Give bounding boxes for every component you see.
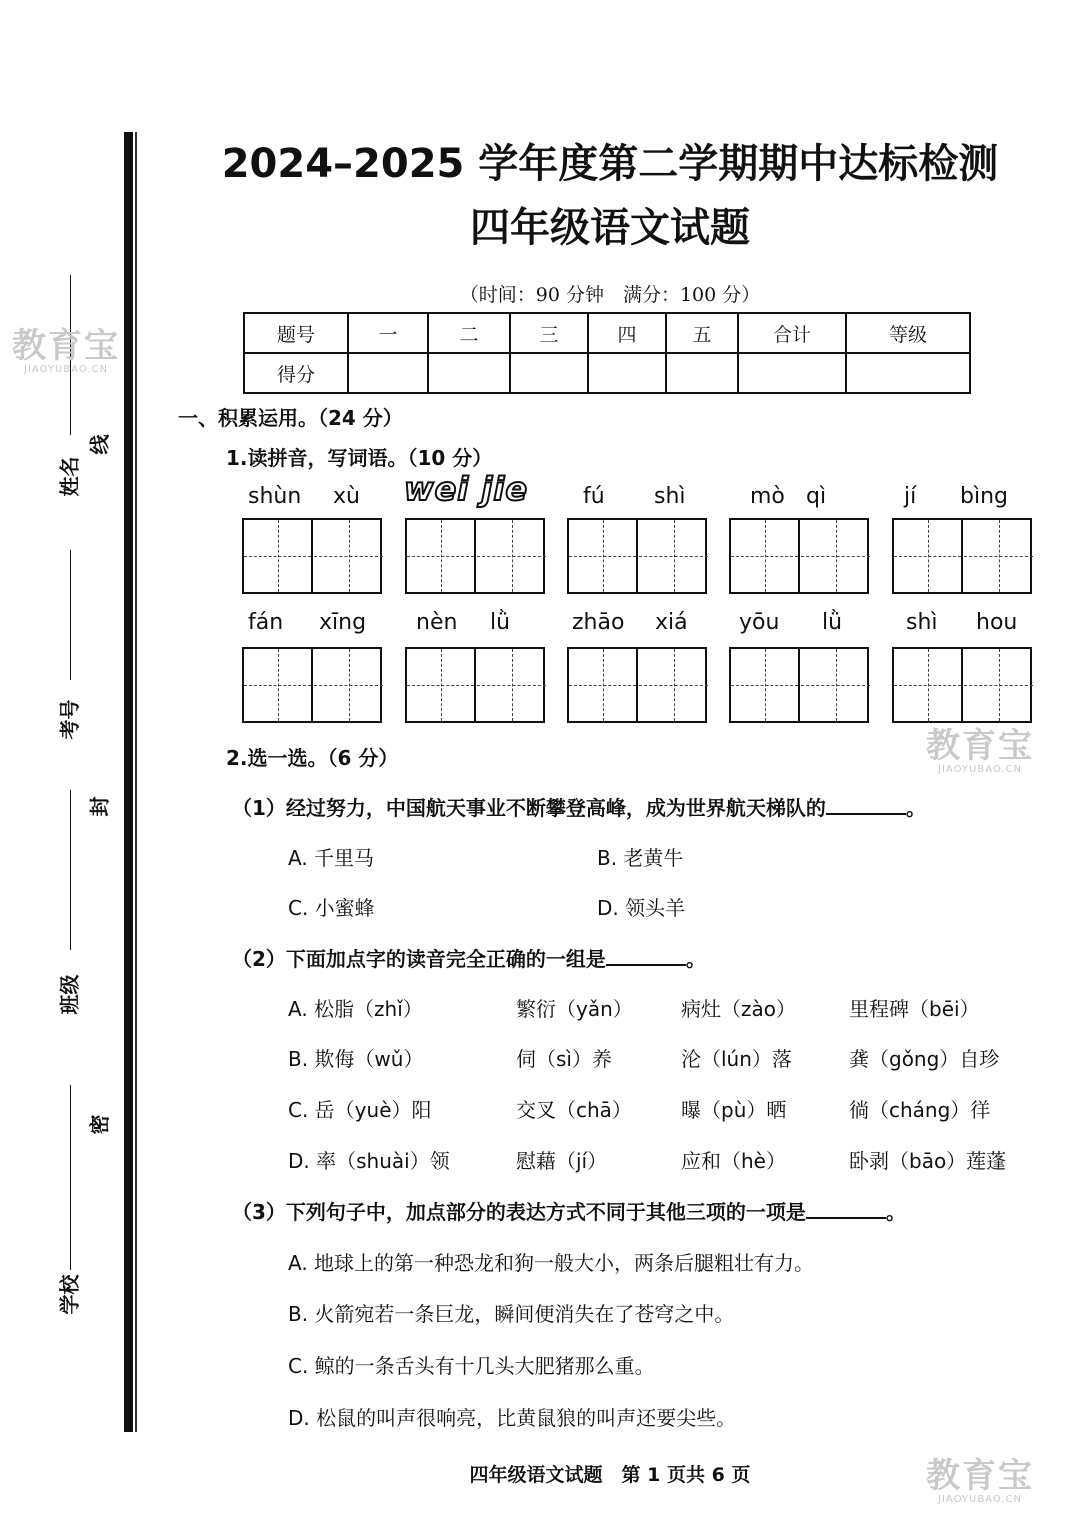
answer-blank[interactable] (806, 1201, 886, 1219)
score-cell[interactable] (666, 353, 738, 393)
school-label: 学校 (57, 1274, 82, 1315)
table-cell: 等级 (846, 313, 970, 353)
option: 应和（hè） (681, 1149, 786, 1173)
option: C. 岳（yuè）阳 (288, 1098, 432, 1122)
option: D. 松鼠的叫声很响亮，比黄鼠狼的叫声还要尖些。 (288, 1406, 737, 1430)
exam-title: 2024–2025 学年度第二学期期中达标检测 (221, 141, 999, 187)
option: 龚（gǒng）自珍 (849, 1047, 1000, 1071)
section-heading: 一、积累运用。（24 分） (178, 406, 403, 430)
question-heading: 1.读拼音，写词语。（10 分） (226, 446, 493, 470)
option: C. 鲸的一条舌头有十几头大肥猪那么重。 (288, 1354, 655, 1378)
tianzige-box[interactable] (242, 518, 382, 594)
score-table (243, 312, 971, 394)
tianzige-box[interactable] (405, 647, 545, 723)
score-table-header-row (244, 313, 970, 353)
pinyin: xīng (319, 610, 367, 635)
pinyin: mò (750, 484, 785, 509)
table-cell: 得分 (244, 353, 348, 393)
answer-blank[interactable] (606, 948, 686, 966)
tianzige-box[interactable] (729, 518, 869, 594)
pinyin: yōu (739, 610, 780, 635)
name-label: 姓名 (57, 456, 82, 497)
question-heading: 2.选一选。（6 分） (226, 746, 399, 770)
tianzige-box[interactable] (892, 647, 1032, 723)
option: 繁衍（yǎn） (516, 997, 633, 1021)
table-cell: 三 (510, 313, 588, 353)
school-line (70, 1085, 71, 1270)
score-cell[interactable] (738, 353, 846, 393)
pinyin: shì (654, 484, 686, 509)
pinyin: bìng (960, 484, 1008, 509)
watermark: 教育宝 JIAOYUBAO.CN (12, 326, 120, 375)
question-stem: （1）经过努力，中国航天事业不断攀登高峰，成为世界航天梯队的 。 (232, 796, 926, 820)
option: 慰藉（jí） (516, 1149, 608, 1173)
page-footer: 四年级语文试题 第 1 页共 6 页 (469, 1464, 751, 1486)
pinyin: shùn (248, 484, 302, 509)
option: 徜（cháng）徉 (849, 1098, 991, 1122)
tianzige-box[interactable] (567, 518, 707, 594)
option: A. 地球上的第一种恐龙和狗一般大小，两条后腿粗壮有力。 (288, 1251, 815, 1275)
option: C. 小蜜蜂 (288, 896, 375, 920)
score-cell[interactable] (510, 353, 588, 393)
binding-rule (124, 132, 133, 1432)
score-table-score-row (244, 353, 970, 393)
option: B. 火箭宛若一条巨龙，瞬间便消失在了苍穹之中。 (288, 1302, 735, 1326)
option: D. 领头羊 (597, 896, 686, 920)
option: A. 松脂（zhǐ） (288, 997, 423, 1021)
option: 曝（pù）晒 (681, 1098, 787, 1122)
watermark: 教育宝 JIAOYUBAO.CN (926, 726, 1034, 775)
class-line (70, 790, 71, 950)
table-cell: 题号 (244, 313, 348, 353)
option: 沦（lún）落 (681, 1047, 792, 1071)
option: B. 老黄牛 (597, 846, 684, 870)
option: 卧剥（bāo）莲蓬 (849, 1149, 1007, 1173)
tianzige-box[interactable] (729, 647, 869, 723)
table-cell: 合计 (738, 313, 846, 353)
tianzige-box[interactable] (567, 647, 707, 723)
option: 里程碑（bēi） (849, 997, 980, 1021)
pinyin: hou (976, 610, 1018, 635)
tianzige-box[interactable] (405, 518, 545, 594)
binding-rule-inner (135, 132, 137, 1432)
id-label: 考号 (57, 699, 82, 740)
question-stem: （3）下列句子中，加点部分的表达方式不同于其他三项的一项是 。 (232, 1200, 906, 1224)
pinyin: xù (333, 484, 360, 509)
table-cell: 二 (428, 313, 510, 353)
answer-blank[interactable] (826, 797, 906, 815)
pinyin: fú (583, 484, 605, 509)
id-line (70, 550, 71, 680)
pinyin: qì (806, 484, 827, 509)
option: B. 欺侮（wǔ） (288, 1047, 424, 1071)
seal-mi: 密 (87, 1114, 112, 1135)
question-stem: （2）下面加点字的读音完全正确的一组是 。 (232, 947, 706, 971)
pinyin: xiá (655, 610, 688, 635)
exam-subject-title: 四年级语文试题 (470, 205, 750, 251)
exam-info: （时间：90 分钟 满分：100 分） (459, 284, 761, 306)
watermark: 教育宝 JIAOYUBAO.CN (926, 1456, 1034, 1505)
score-cell[interactable] (588, 353, 666, 393)
class-label: 班级 (57, 974, 82, 1015)
seal-feng: 封 (87, 796, 112, 817)
pinyin: zhāo (572, 610, 625, 635)
score-cell[interactable] (428, 353, 510, 393)
table-cell: 一 (348, 313, 428, 353)
pinyin: shì (906, 610, 938, 635)
score-cell[interactable] (846, 353, 970, 393)
option: 病灶（zào） (681, 997, 796, 1021)
option: A. 千里马 (288, 846, 375, 870)
tianzige-box[interactable] (892, 518, 1032, 594)
option: 交叉（chā） (516, 1098, 632, 1122)
tianzige-box[interactable] (242, 647, 382, 723)
pinyin: fán (248, 610, 284, 635)
pinyin: jí (904, 484, 917, 509)
stamp-wei-jie: wei jie (404, 470, 529, 508)
seal-xian: 线 (87, 434, 112, 455)
pinyin: lǜ (490, 610, 511, 635)
table-cell: 五 (666, 313, 738, 353)
pinyin: lǜ (822, 610, 843, 635)
pinyin: nèn (416, 610, 458, 635)
option: 伺（sì）养 (516, 1047, 612, 1071)
score-cell[interactable] (348, 353, 428, 393)
table-cell: 四 (588, 313, 666, 353)
option: D. 率（shuài）领 (288, 1149, 450, 1173)
